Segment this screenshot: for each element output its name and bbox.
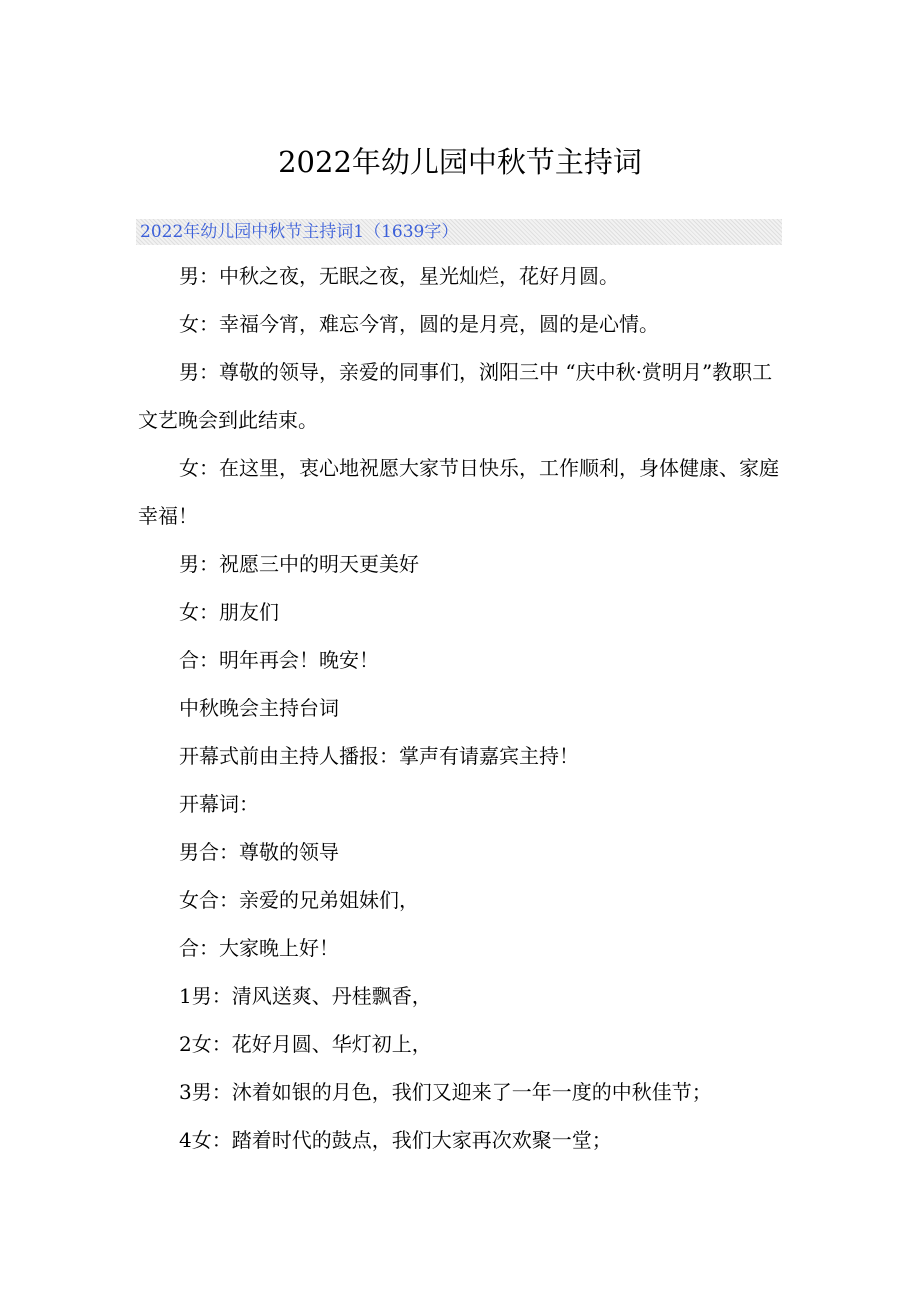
paragraph: 1男：清风送爽、丹桂飘香， <box>179 984 432 1008</box>
paragraph: 男：中秋之夜，无眠之夜，星光灿烂，花好月圆。 <box>179 264 619 288</box>
paragraph: 男：尊敬的领导，亲爱的同事们，浏阳三中 “庆中秋·赏明月”教职工文艺晚会到此结束。 <box>138 360 773 432</box>
paragraph: 3男：沐着如银的月色，我们又迎来了一年一度的中秋佳节； <box>179 1080 712 1104</box>
paragraph: 合：明年再会！晚安！ <box>179 648 379 672</box>
paragraph: 开幕词： <box>179 792 259 816</box>
paragraph: 开幕式前由主持人播报：掌声有请嘉宾主持！ <box>179 744 579 768</box>
section-heading: 2022年幼儿园中秋节主持词1（1639字） <box>136 219 782 245</box>
paragraph: 女：幸福今宵，难忘今宵，圆的是月亮，圆的是心情。 <box>179 312 659 336</box>
paragraph: 男合：尊敬的领导 <box>179 840 339 864</box>
document-body <box>138 252 782 1164</box>
paragraph: 2女：花好月圆、华灯初上， <box>179 1032 432 1056</box>
paragraph: 中秋晚会主持台词 <box>179 696 339 720</box>
paragraph: 女合：亲爱的兄弟姐妹们， <box>179 888 419 912</box>
document-title: 2022年幼儿园中秋节主持词 <box>278 145 642 179</box>
paragraph: 女：在这里，衷心地祝愿大家节日快乐，工作顺利，身体健康、家庭幸福！ <box>138 456 779 528</box>
paragraph: 男：祝愿三中的明天更美好 <box>179 552 419 576</box>
paragraph: 4女：踏着时代的鼓点，我们大家再次欢聚一堂； <box>179 1128 612 1152</box>
paragraph: 合：大家晚上好！ <box>179 936 339 960</box>
paragraph: 女：朋友们 <box>179 600 279 624</box>
